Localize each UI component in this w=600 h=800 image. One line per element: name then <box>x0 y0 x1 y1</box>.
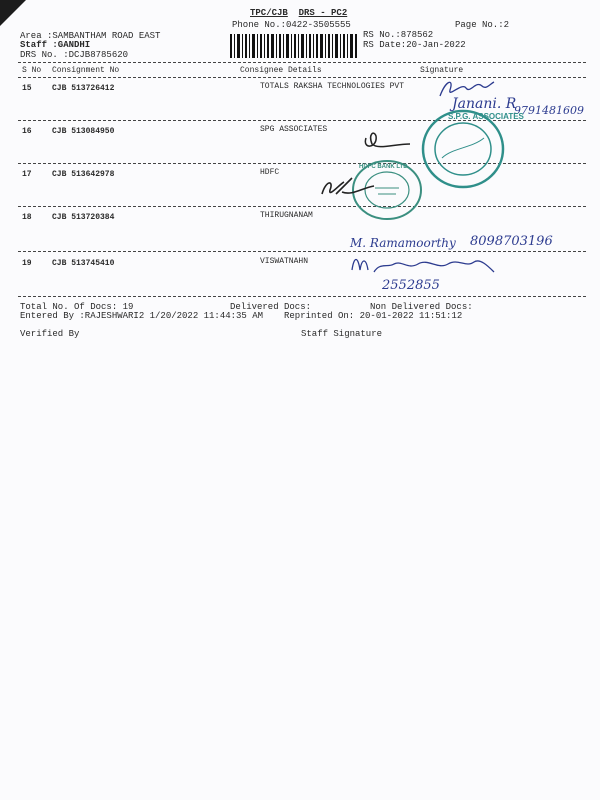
row-sno: 18 <box>22 213 32 222</box>
row-sno: 19 <box>22 259 32 268</box>
verified-by: Verified By <box>20 329 80 339</box>
handwritten-phone-row19: 8098703196 <box>470 234 553 249</box>
reprinted-on: Reprinted On: 20-01-2022 11:51:12 <box>284 311 463 321</box>
row-consignment: CJB 513642978 <box>52 170 115 179</box>
row-consignee: THIRUGNANAM <box>260 211 313 220</box>
entered-by: Entered By :RAJESHWARI2 1/20/2022 11:44:35 AM <box>20 311 264 321</box>
area-label: Area :SAMBANTHAM ROAD EAST <box>20 31 161 41</box>
divider <box>18 62 586 63</box>
drs-number: DRS No. :DCJB8785620 <box>20 50 129 60</box>
divider <box>18 296 586 297</box>
handwritten-name-row19: M. Ramamoorthy <box>350 236 456 250</box>
row-consignee: VISWATNAHN <box>260 257 309 266</box>
title-right: DRS - PC2 <box>298 8 348 18</box>
total-docs: Total No. Of Docs: 19 <box>20 302 134 312</box>
divider <box>18 77 586 78</box>
handwritten-name-row15: Janani. R <box>452 96 517 112</box>
rs-number: RS No.:878562 <box>363 30 434 40</box>
staff-signature: Staff Signature <box>301 329 383 339</box>
spg-stamp-text: S.P.G. ASSOCIATES <box>448 112 524 121</box>
row-sno: 16 <box>22 127 32 136</box>
row-consignee: SPG ASSOCIATES <box>260 125 328 134</box>
row-sno: 15 <box>22 84 32 93</box>
row-sno: 17 <box>22 170 32 179</box>
phone-number: Phone No.:0422-3505555 <box>232 20 351 30</box>
staff-label: Staff :GANDHI <box>20 40 91 50</box>
barcode-image <box>229 34 359 58</box>
col-sno: S No <box>22 66 42 75</box>
header-title <box>250 8 347 18</box>
divider <box>18 251 586 252</box>
row-consignment: CJB 513726412 <box>52 84 115 93</box>
row-consignment: CJB 513720384 <box>52 213 115 222</box>
rs-date: RS Date:20-Jan-2022 <box>363 40 466 50</box>
scan-corner-mark <box>0 0 26 26</box>
signature-row16 <box>360 124 412 154</box>
title-left: TPC/CJB <box>250 8 288 18</box>
col-signature: Signature <box>420 66 464 75</box>
signature-row17 <box>316 174 376 202</box>
divider <box>18 206 586 207</box>
col-consignment: Consignment No <box>52 66 120 75</box>
handwritten-phone-row15: 9791481609 <box>514 104 584 117</box>
row-consignment: CJB 513084950 <box>52 127 115 136</box>
non-delivered-docs: Non Delivered Docs: <box>370 302 473 312</box>
handwritten-code-row19: 2552855 <box>382 278 440 293</box>
hdfc-stamp-text: HDFC BANK LTD. <box>359 164 410 170</box>
row-consignment: CJB 513745410 <box>52 259 115 268</box>
row-consignee: TOTALS RAKSHA TECHNOLOGIES PVT <box>260 82 405 91</box>
page-number: Page No.:2 <box>455 20 510 30</box>
row-consignee: HDFC <box>260 168 280 177</box>
col-consignee: Consignee Details <box>240 66 322 75</box>
signature-row19 <box>348 252 498 280</box>
delivered-docs: Delivered Docs: <box>230 302 312 312</box>
